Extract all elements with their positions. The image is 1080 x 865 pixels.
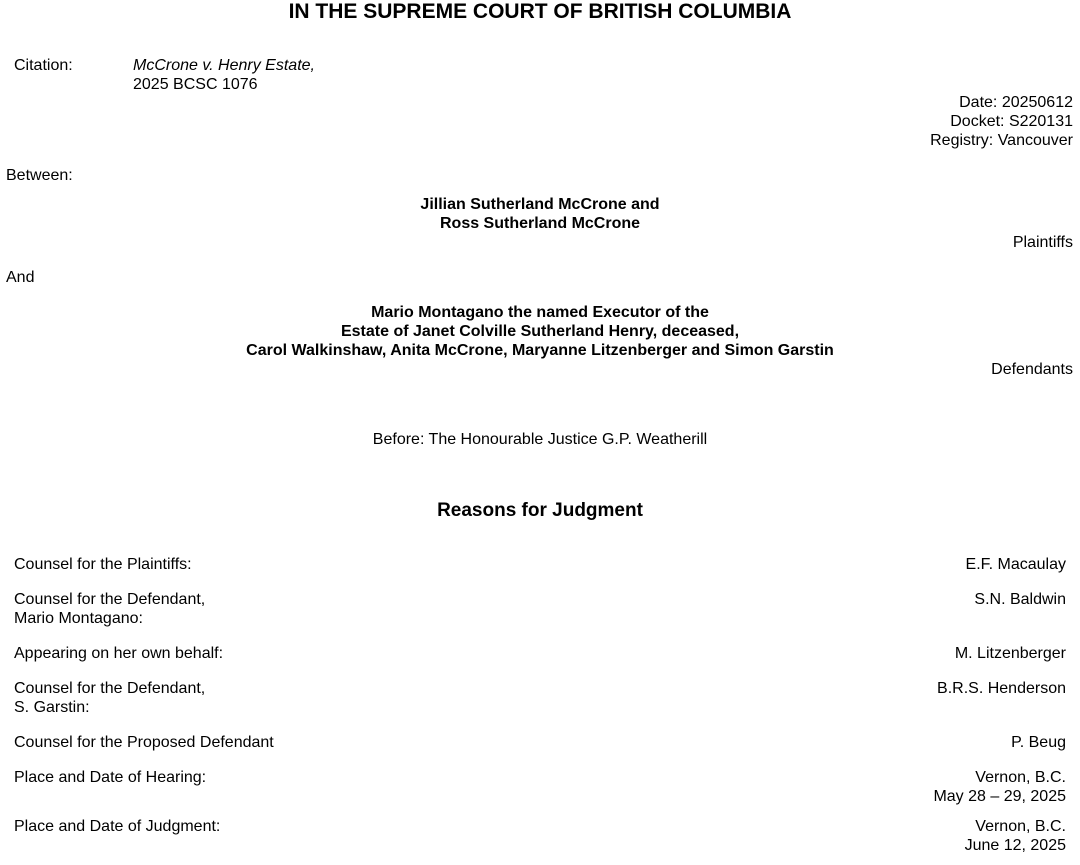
counsel-value (974, 590, 1066, 609)
court-title: IN THE SUPREME COURT OF BRITISH COLUMBIA (288, 0, 792, 23)
counsel-label-line: Mario Montagano: (14, 610, 143, 627)
counsel-label (14, 733, 274, 752)
counsel-label-line: Place and Date of Judgment: (14, 818, 221, 835)
counsel-label-line: Appearing on her own behalf: (14, 645, 224, 662)
counsel-value (965, 817, 1066, 855)
counsel-value (1011, 733, 1066, 752)
judgment-date: Date: 20250612 (959, 94, 1073, 111)
reasons-title: Reasons for Judgment (437, 500, 643, 521)
counsel-label (14, 644, 223, 663)
plaintiffs-role: Plaintiffs (1012, 234, 1073, 251)
counsel-value-line: Vernon, B.C. (975, 818, 1066, 835)
defendant-line: Mario Montagano the named Executor of the (371, 304, 709, 321)
defendant-line: Estate of Janet Colville Sutherland Henry, deceased, (340, 323, 740, 340)
defendants-role: Defendants (991, 361, 1073, 378)
case-name: McCrone v. Henry Estate, (133, 57, 315, 74)
before-judge: Before: The Honourable Justice G.P. Weatherill (372, 431, 708, 448)
docket-number: Docket: S220131 (950, 113, 1073, 130)
counsel-value-line: Vernon, B.C. (975, 769, 1066, 786)
counsel-value (966, 555, 1066, 574)
counsel-value-line: May 28 – 29, 2025 (933, 788, 1066, 805)
case-meta (930, 93, 1073, 150)
counsel-value-line: B.R.S. Henderson (937, 680, 1066, 697)
registry: Registry: Vancouver (930, 132, 1073, 149)
counsel-label-line: S. Garstin: (14, 699, 90, 716)
counsel-label (14, 590, 205, 628)
counsel-label-line: Counsel for the Plaintiffs: (14, 556, 192, 573)
plaintiff-line: Ross Sutherland McCrone (439, 215, 641, 232)
counsel-value (937, 679, 1066, 698)
counsel-label (14, 555, 192, 574)
counsel-label (14, 679, 205, 717)
citation-label: Citation: (14, 57, 73, 74)
counsel-label-line: Counsel for the Defendant, (14, 680, 206, 697)
counsel-label-line: Counsel for the Defendant, (14, 591, 206, 608)
defendant-line: Carol Walkinshaw, Anita McCrone, Maryanne Litzenberger and Simon Garstin (246, 342, 834, 359)
plaintiff-names (0, 195, 1080, 233)
counsel-value-line: S.N. Baldwin (974, 591, 1066, 608)
counsel-label (14, 817, 220, 836)
counsel-value-line: June 12, 2025 (964, 837, 1066, 854)
counsel-value-line: M. Litzenberger (954, 645, 1066, 662)
defendant-names (0, 303, 1080, 360)
counsel-label-line: Counsel for the Proposed Defendant (14, 734, 274, 751)
counsel-value (933, 768, 1066, 806)
and-label: And (6, 269, 35, 286)
case-citation: 2025 BCSC 1076 (133, 76, 258, 93)
counsel-value-line: E.F. Macaulay (965, 556, 1066, 573)
between-label: Between: (6, 167, 73, 184)
plaintiff-line: Jillian Sutherland McCrone and (420, 196, 660, 213)
counsel-value (955, 644, 1066, 663)
counsel-value-line: P. Beug (1011, 734, 1066, 751)
citation-value (133, 56, 315, 94)
counsel-label (14, 768, 206, 787)
counsel-label-line: Place and Date of Hearing: (14, 769, 207, 786)
